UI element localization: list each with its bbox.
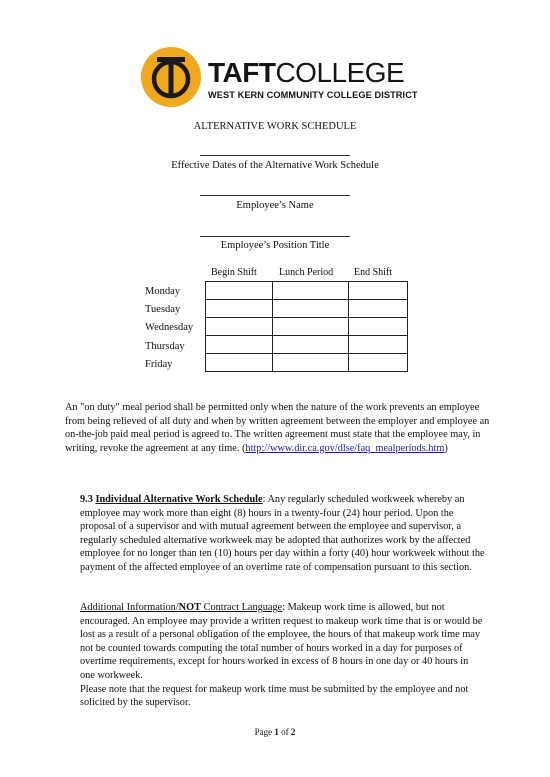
page-of: of: [278, 727, 291, 737]
position-title-line[interactable]: [200, 236, 350, 237]
schedule-row-thursday: [206, 336, 408, 354]
tc-monogram-icon: [140, 46, 202, 108]
monday-lunch-cell[interactable]: [273, 282, 349, 300]
effective-dates-label: Effective Dates of the Alternative Work Schedule: [171, 160, 379, 171]
page-current: 1: [274, 727, 279, 737]
additional-heading-not: NOT: [178, 602, 201, 613]
logo-tagline: WEST KERN COMMUNITY COLLEGE DISTRICT: [208, 90, 418, 100]
schedule-table: [205, 281, 408, 372]
day-friday: Friday: [145, 359, 173, 370]
meal-periods-link[interactable]: http://www.dir.ca.gov/dlse/faq_mealperiods.htm: [245, 442, 445, 454]
tuesday-end-cell[interactable]: [349, 300, 408, 318]
tuesday-lunch-cell[interactable]: [273, 300, 349, 318]
column-end-shift: End Shift: [354, 267, 393, 278]
friday-begin-cell[interactable]: [206, 354, 273, 372]
additional-heading-b: Contract Language: [201, 602, 283, 613]
position-title-label: Employee’s Position Title: [220, 240, 330, 251]
column-begin-shift: Begin Shift: [211, 267, 257, 278]
schedule-row-friday: [206, 354, 408, 372]
monday-begin-cell[interactable]: [206, 282, 273, 300]
page-title: ALTERNATIVE WORK SCHEDULE: [193, 121, 357, 132]
schedule-row-wednesday: [206, 318, 408, 336]
page-label: Page: [254, 727, 275, 737]
friday-lunch-cell[interactable]: [273, 354, 349, 372]
employee-name-line[interactable]: [200, 195, 350, 196]
thursday-begin-cell[interactable]: [206, 336, 273, 354]
day-tuesday: Tuesday: [145, 304, 181, 315]
day-thursday: Thursday: [145, 341, 185, 352]
wednesday-end-cell[interactable]: [349, 318, 408, 336]
section-heading: Individual Alternative Work Schedule: [95, 494, 263, 505]
section-9-3-paragraph: [80, 493, 485, 575]
page-total: 2: [290, 727, 296, 737]
friday-end-cell[interactable]: [349, 354, 408, 372]
schedule-row-monday: [206, 282, 408, 300]
logo-name-bold: TAFT: [208, 57, 276, 88]
on-duty-paragraph: [65, 401, 490, 455]
on-duty-tail: ): [444, 442, 448, 454]
employee-name-label: Employee’s Name: [236, 200, 314, 211]
thursday-lunch-cell[interactable]: [273, 336, 349, 354]
column-lunch-period: Lunch Period: [279, 267, 334, 278]
logo-name-rest: COLLEGE: [275, 57, 405, 88]
additional-heading-a: Additional Information/: [80, 602, 179, 613]
monday-end-cell[interactable]: [349, 282, 408, 300]
wednesday-begin-cell[interactable]: [206, 318, 273, 336]
section-number: 9.3: [80, 494, 93, 505]
page-number: [0, 727, 550, 737]
thursday-end-cell[interactable]: [349, 336, 408, 354]
wednesday-lunch-cell[interactable]: [273, 318, 349, 336]
additional-note: Please note that the request for makeup work time must be submitted by the employee and not solicited by the supervisor.: [80, 683, 469, 709]
section-text: : Any regularly scheduled workweek whereby an employee may work more than eight (8) hours in a twenty-four (24) hour period. Upon the proposal of a supervisor and with mutual agreement between the employee and supervisor, a regularly scheduled alternative workweek may be adopted that authorizes work by the affected employee for no longer than ten (10) hours per day within a forty (40) hour workweek without the payment of the affected employee of an overtime rate of compensation pursuant to this section.: [80, 494, 485, 573]
on-duty-text: An "on duty" meal period shall be permitted only when the nature of the work prevents an employee from being relieved of all duty and when by written agreement between the employer and employee an on-the-job paid meal period is agreed to. The written agreement must state that the employee may, in writing, revoke the agreement at any time. (: [65, 402, 490, 454]
college-logo: [140, 46, 418, 108]
effective-dates-line[interactable]: [200, 155, 350, 156]
tuesday-begin-cell[interactable]: [206, 300, 273, 318]
additional-text: : Makeup work time is allowed, but not encouraged. An employee may provide a written request to makeup work time that is or would be lost as a result of a personal obligation of the employee, the hours of that makeup work time may not be counted towards computing the total number of hours worked in a day for purposes of overtime requirements, except for hours worked in excess of 8 hours in one day or 40 hours in one workweek.: [80, 602, 483, 681]
day-monday: Monday: [145, 286, 180, 297]
schedule-row-tuesday: [206, 300, 408, 318]
additional-info-paragraph: [80, 601, 485, 710]
logo-wordmark: [208, 58, 404, 88]
day-wednesday: Wednesday: [145, 322, 194, 333]
